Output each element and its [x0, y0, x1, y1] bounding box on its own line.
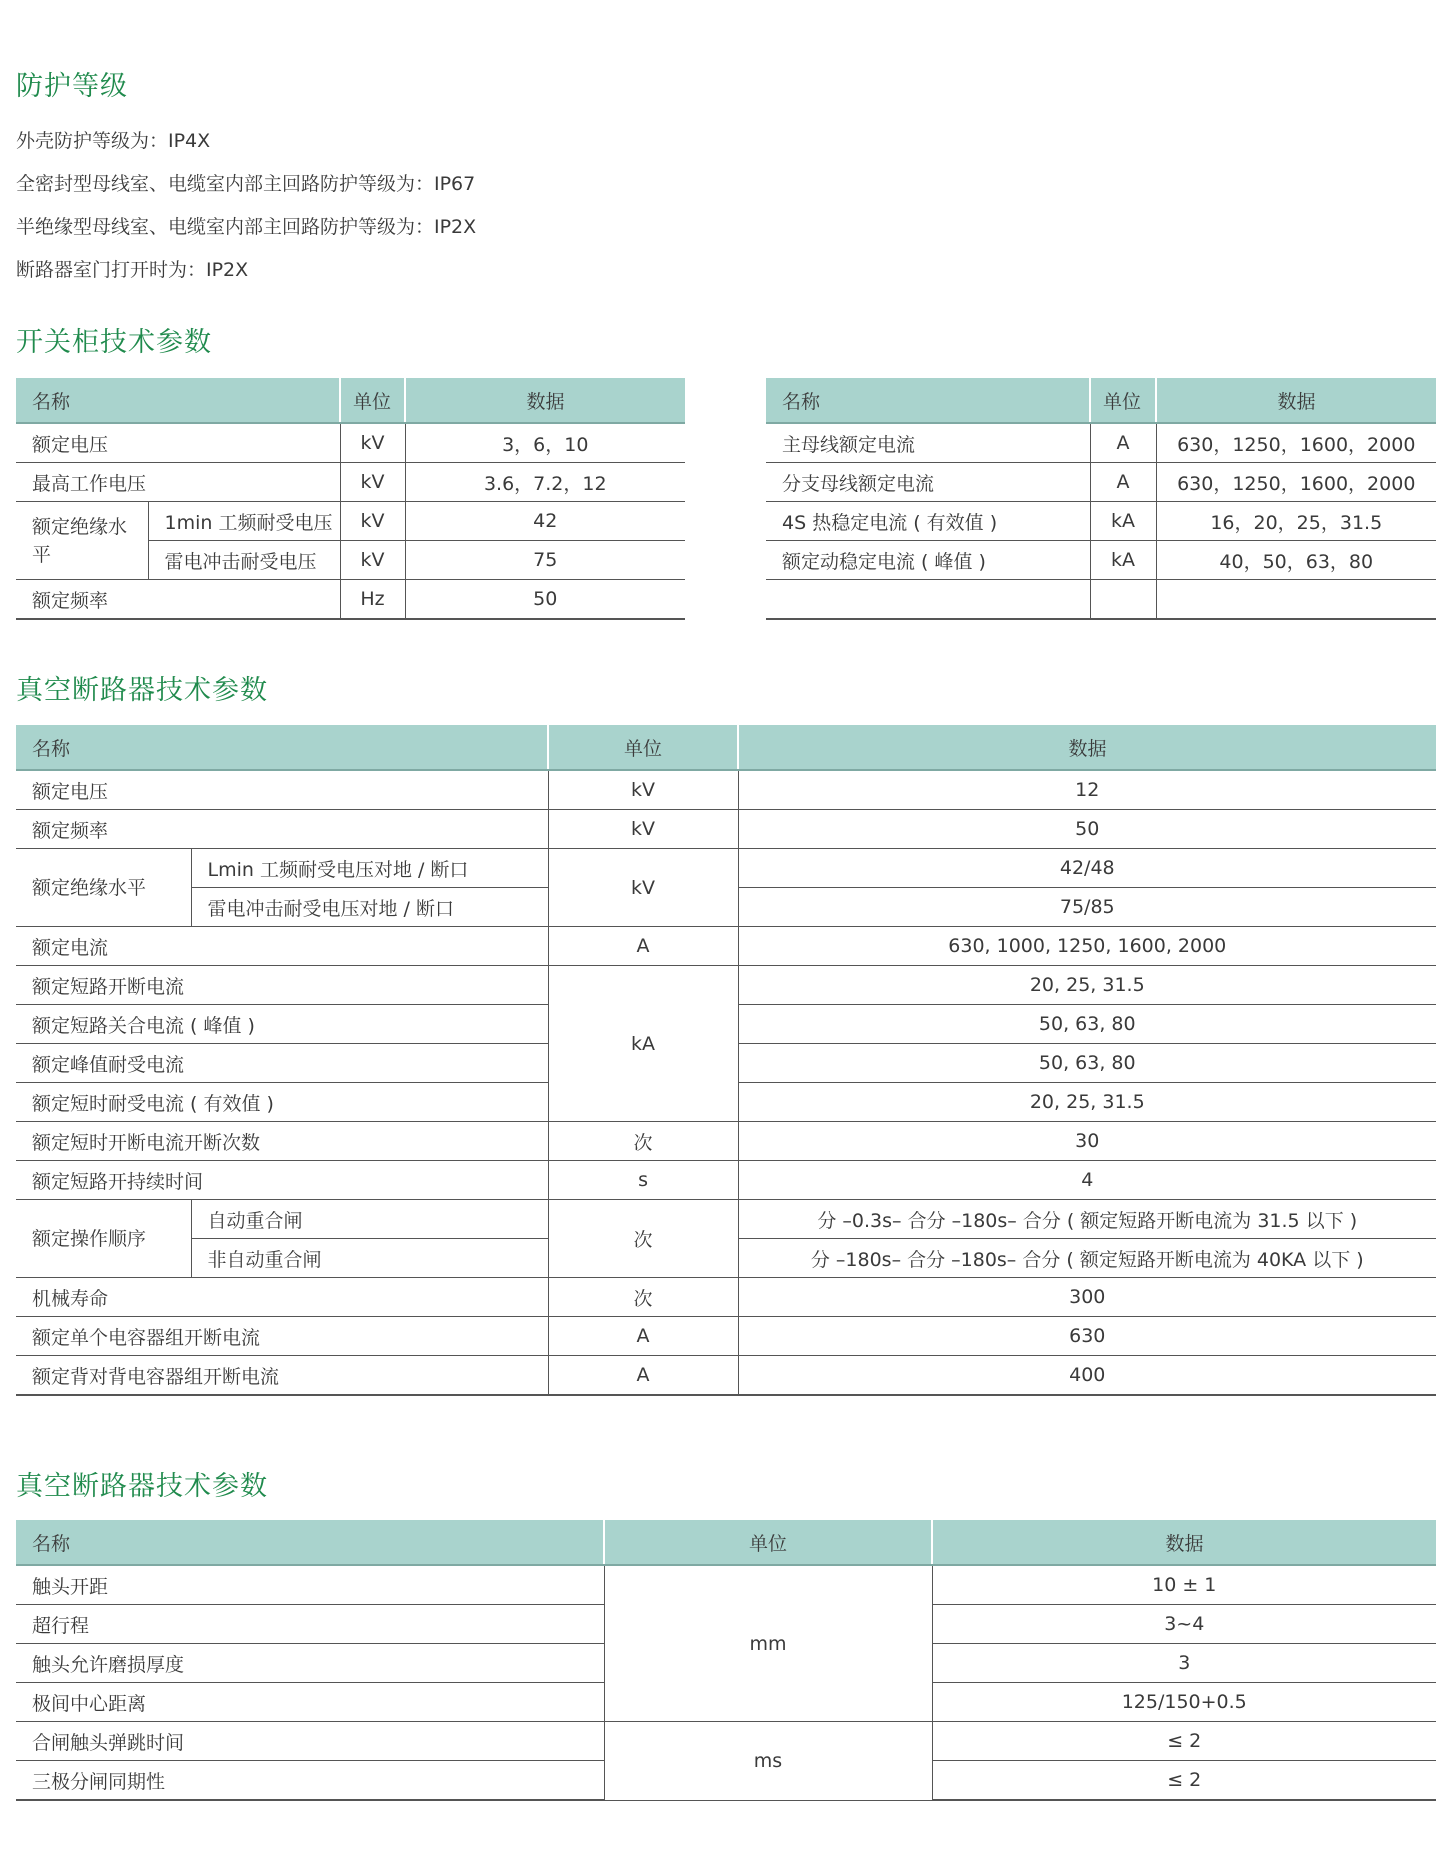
cell-value: 300 — [738, 1278, 1436, 1317]
cell-unit: kV — [548, 810, 738, 849]
table-row — [16, 1565, 1436, 1605]
cell-subname: 雷电冲击耐受电压对地 / 断口 — [191, 888, 548, 927]
cell-unit: kV — [340, 502, 405, 541]
protection-line: 断路器室门打开时为：IP2X — [16, 259, 249, 281]
vcb-table — [16, 725, 1436, 1396]
table-header — [16, 725, 1436, 770]
cell-unit: 次 — [548, 1122, 738, 1161]
cell-name: 额定绝缘水平 — [16, 502, 148, 580]
table-row — [16, 463, 685, 502]
header-data: 数据 — [932, 1520, 1436, 1565]
header-name: 名称 — [16, 725, 548, 770]
table-row — [16, 1356, 1436, 1396]
cell-name: 额定短时耐受电流 ( 有效值 ) — [16, 1083, 548, 1122]
cell-value: 50, 63, 80 — [738, 1005, 1436, 1044]
cell-value: 125/150+0.5 — [932, 1683, 1436, 1722]
cell-name: 合闸触头弹跳时间 — [16, 1722, 604, 1761]
cell-value: ≤ 2 — [932, 1722, 1436, 1761]
cell-value: 20, 25, 31.5 — [738, 966, 1436, 1005]
cell-value: 50, 63, 80 — [738, 1044, 1436, 1083]
cell-value: 50 — [738, 810, 1436, 849]
cell-subname: 雷电冲击耐受电压 — [148, 541, 340, 580]
cell-name: 机械寿命 — [16, 1278, 548, 1317]
table-row — [16, 810, 1436, 849]
cell-unit: A — [548, 1356, 738, 1396]
cell-unit: kV — [340, 541, 405, 580]
cell-name: 触头开距 — [16, 1565, 604, 1605]
header-name: 名称 — [16, 378, 340, 423]
header-unit: 单位 — [340, 378, 405, 423]
cell-unit: A — [1090, 423, 1156, 463]
vcb-title: 真空断路器技术参数 — [16, 675, 268, 706]
cell-name: 触头允许磨损厚度 — [16, 1644, 604, 1683]
table-row — [16, 1278, 1436, 1317]
cell-name: 额定操作顺序 — [16, 1200, 191, 1278]
cell-value: 分 –180s– 合分 –180s– 合分 ( 额定短路开断电流为 40KA 以下 ) — [738, 1239, 1436, 1278]
cell-unit: kA — [1090, 541, 1156, 580]
cell-empty — [766, 580, 1090, 620]
switchgear-table-left — [16, 378, 685, 620]
cell-name: 额定短路开断电流 — [16, 966, 548, 1005]
protection-line: 半绝缘型母线室、电缆室内部主回路防护等级为：IP2X — [16, 216, 477, 238]
cell-value: 20, 25, 31.5 — [738, 1083, 1436, 1122]
table-header — [766, 378, 1436, 423]
cell-unit: kV — [548, 849, 738, 927]
header-name: 名称 — [16, 1520, 604, 1565]
switchgear-table-right — [766, 378, 1436, 620]
mech-title: 真空断路器技术参数 — [16, 1471, 268, 1502]
cell-name: 额定绝缘水平 — [16, 849, 191, 927]
cell-value: ≤ 2 — [932, 1761, 1436, 1801]
header-unit: 单位 — [1090, 378, 1156, 423]
cell-name: 额定电压 — [16, 770, 548, 810]
header-name: 名称 — [766, 378, 1090, 423]
cell-name: 额定短路关合电流 ( 峰值 ) — [16, 1005, 548, 1044]
cell-unit: kV — [340, 463, 405, 502]
cell-empty — [1156, 580, 1436, 620]
mech-table — [16, 1520, 1436, 1801]
header-data: 数据 — [738, 725, 1436, 770]
cell-subname: Lmin 工频耐受电压对地 / 断口 — [191, 849, 548, 888]
cell-value: 3~4 — [932, 1605, 1436, 1644]
cell-value: 630 — [738, 1317, 1436, 1356]
cell-value: 400 — [738, 1356, 1436, 1396]
cell-unit: A — [1090, 463, 1156, 502]
cell-name: 额定峰值耐受电流 — [16, 1044, 548, 1083]
cell-subname: 非自动重合闸 — [191, 1239, 548, 1278]
cell-value: 16，20，25，31.5 — [1156, 502, 1436, 541]
cell-value: 630，1250，1600，2000 — [1156, 423, 1436, 463]
cell-name: 4S 热稳定电流 ( 有效值 ) — [766, 502, 1090, 541]
switchgear-title: 开关柜技术参数 — [16, 327, 212, 358]
cell-name: 最高工作电压 — [16, 463, 340, 502]
table-row — [16, 770, 1436, 810]
cell-name: 主母线额定电流 — [766, 423, 1090, 463]
table-row — [766, 463, 1436, 502]
cell-unit: mm — [604, 1565, 932, 1722]
cell-name: 额定短时开断电流开断次数 — [16, 1122, 548, 1161]
cell-unit: 次 — [548, 1200, 738, 1278]
table-row — [16, 849, 1436, 888]
protection-line: 全密封型母线室、电缆室内部主回路防护等级为：IP67 — [16, 173, 476, 195]
cell-name: 额定频率 — [16, 580, 340, 620]
cell-unit: kV — [340, 423, 405, 463]
table-row — [16, 423, 685, 463]
table-row — [16, 1200, 1436, 1239]
cell-subname: 1min 工频耐受电压 — [148, 502, 340, 541]
cell-value: 42/48 — [738, 849, 1436, 888]
cell-subname: 自动重合闸 — [191, 1200, 548, 1239]
table-row — [16, 1122, 1436, 1161]
cell-unit: kV — [548, 770, 738, 810]
cell-name: 额定电流 — [16, 927, 548, 966]
cell-name: 极间中心距离 — [16, 1683, 604, 1722]
table-row — [16, 966, 1436, 1005]
table-header — [16, 1520, 1436, 1565]
cell-unit: ms — [604, 1722, 932, 1801]
cell-unit: s — [548, 1161, 738, 1200]
cell-name: 超行程 — [16, 1605, 604, 1644]
cell-unit: A — [548, 1317, 738, 1356]
table-row — [16, 1722, 1436, 1761]
cell-unit: 次 — [548, 1278, 738, 1317]
cell-value: 4 — [738, 1161, 1436, 1200]
cell-unit: Hz — [340, 580, 405, 620]
cell-value: 12 — [738, 770, 1436, 810]
cell-name: 额定短路开持续时间 — [16, 1161, 548, 1200]
cell-value: 630，1250，1600，2000 — [1156, 463, 1436, 502]
cell-value: 3 — [932, 1644, 1436, 1683]
cell-value: 50 — [405, 580, 685, 620]
cell-unit: A — [548, 927, 738, 966]
table-row — [16, 580, 685, 620]
table-row — [16, 1317, 1436, 1356]
cell-name: 分支母线额定电流 — [766, 463, 1090, 502]
cell-empty — [1090, 580, 1156, 620]
cell-value: 75 — [405, 541, 685, 580]
header-data: 数据 — [405, 378, 685, 423]
table-row — [766, 541, 1436, 580]
cell-name: 额定动稳定电流 ( 峰值 ) — [766, 541, 1090, 580]
cell-value: 3.6，7.2，12 — [405, 463, 685, 502]
cell-name: 额定单个电容器组开断电流 — [16, 1317, 548, 1356]
cell-value: 42 — [405, 502, 685, 541]
cell-value: 10 ± 1 — [932, 1565, 1436, 1605]
cell-value: 630, 1000, 1250, 1600, 2000 — [738, 927, 1436, 966]
table-row — [766, 423, 1436, 463]
table-row — [16, 502, 685, 541]
header-unit: 单位 — [548, 725, 738, 770]
table-row — [16, 1161, 1436, 1200]
cell-value: 75/85 — [738, 888, 1436, 927]
cell-name: 额定频率 — [16, 810, 548, 849]
cell-value: 30 — [738, 1122, 1436, 1161]
cell-name: 额定电压 — [16, 423, 340, 463]
cell-value: 3，6，10 — [405, 423, 685, 463]
protection-title: 防护等级 — [16, 71, 128, 102]
table-row-empty — [766, 580, 1436, 620]
cell-value: 40，50，63，80 — [1156, 541, 1436, 580]
cell-name: 额定背对背电容器组开断电流 — [16, 1356, 548, 1396]
cell-unit: kA — [548, 966, 738, 1122]
header-data: 数据 — [1156, 378, 1436, 423]
table-header — [16, 378, 685, 423]
cell-value: 分 –0.3s– 合分 –180s– 合分 ( 额定短路开断电流为 31.5 以下 ) — [738, 1200, 1436, 1239]
table-row — [766, 502, 1436, 541]
header-unit: 单位 — [604, 1520, 932, 1565]
protection-line: 外壳防护等级为：IP4X — [16, 130, 211, 152]
cell-unit: kA — [1090, 502, 1156, 541]
table-row — [16, 927, 1436, 966]
cell-name: 三极分闸同期性 — [16, 1761, 604, 1801]
